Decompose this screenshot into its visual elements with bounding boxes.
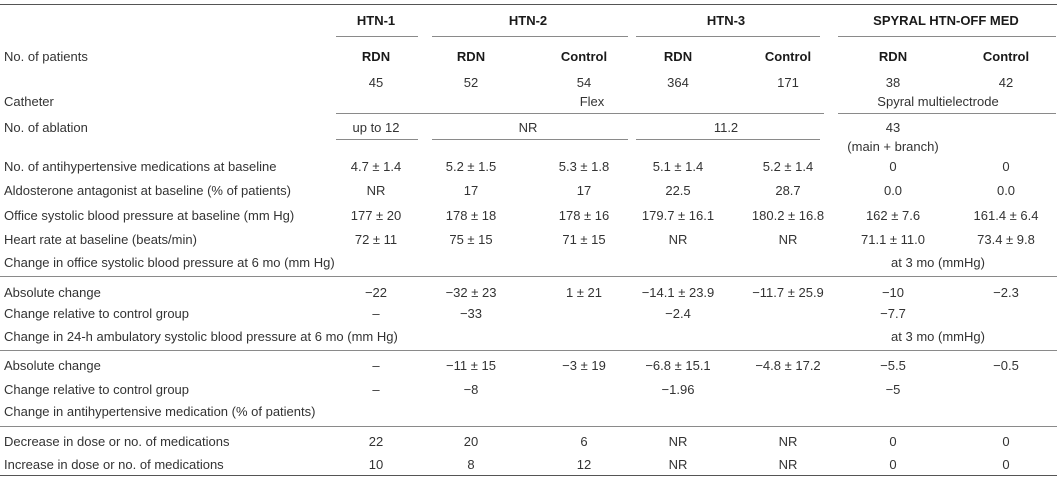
cell: −10	[881, 285, 905, 300]
cell: 0	[889, 434, 897, 449]
row-label-absolute-change: Absolute change	[4, 285, 101, 300]
group-header-htn1: HTN-1	[356, 13, 396, 28]
row-label-relative-change: Change relative to control group	[4, 382, 190, 397]
cell: −32 ± 23	[445, 285, 497, 300]
cell: 0	[1002, 159, 1010, 174]
cell: –	[372, 306, 380, 321]
section-note-office: at 3 mo (mmHg)	[891, 255, 985, 270]
row-label-office-sbp: Office systolic blood pressure at baseline (mm Hg)	[4, 208, 295, 223]
cell: –	[372, 358, 380, 373]
cell: 17	[463, 183, 479, 198]
cell: NR	[366, 183, 386, 198]
section-rule	[0, 426, 1057, 427]
row-label-decrease: Decrease in dose or no. of medications	[4, 434, 230, 449]
cell: 28.7	[775, 183, 801, 198]
cell: 17	[576, 183, 592, 198]
cell: 75 ± 15	[449, 232, 493, 247]
ablation-underline-htn3	[636, 139, 820, 140]
cell: 0.0	[996, 183, 1016, 198]
cell: −11 ± 15	[446, 358, 496, 373]
cell: −33	[459, 306, 483, 321]
ablation-spyral: 43	[885, 120, 901, 135]
cell: 161.4 ± 6.4	[973, 208, 1039, 223]
cell: 162 ± 7.6	[865, 208, 921, 223]
group-underline-htn1	[336, 36, 418, 37]
cell: 0.0	[883, 183, 903, 198]
cell: 180.2 ± 16.8	[751, 208, 825, 223]
cell: 0	[1002, 434, 1010, 449]
cell: 179.7 ± 16.1	[641, 208, 715, 223]
patient-count: 54	[576, 75, 592, 90]
cell: −5.5	[880, 358, 906, 373]
row-label-aldosterone: Aldosterone antagonist at baseline (% of patients)	[4, 183, 291, 198]
cell: 72 ± 11	[354, 232, 398, 247]
cell: 0	[889, 159, 897, 174]
cell: −5	[885, 382, 901, 397]
ablation-spyral-note: (main + branch)	[847, 139, 939, 154]
catheter-flex: Flex	[579, 94, 605, 109]
cell: −2.4	[665, 306, 691, 321]
cell: 0	[889, 457, 897, 472]
table-top-rule	[0, 4, 1057, 5]
cell: −0.5	[993, 358, 1019, 373]
ablation-htn1: up to 12	[352, 120, 400, 135]
patient-count: 42	[998, 75, 1014, 90]
patient-count: 38	[885, 75, 901, 90]
ablation-underline-htn1	[336, 139, 418, 140]
cell: NR	[778, 457, 798, 472]
cell: −22	[364, 285, 388, 300]
cell: 178 ± 18	[445, 208, 497, 223]
arm-header: RDN	[663, 49, 693, 64]
section-note-ambulatory: at 3 mo (mmHg)	[891, 329, 985, 344]
cell: 178 ± 16	[558, 208, 610, 223]
cell: 5.2 ± 1.4	[762, 159, 814, 174]
patient-count: 171	[777, 75, 799, 90]
cell: −3 ± 19	[562, 358, 606, 373]
group-header-spyral: SPYRAL HTN-OFF MED	[873, 13, 1019, 28]
group-underline-spyral	[838, 36, 1056, 37]
cell: 5.3 ± 1.8	[558, 159, 610, 174]
cell: 0	[1002, 457, 1010, 472]
table-bottom-rule	[0, 475, 1057, 476]
cell: 12	[576, 457, 592, 472]
cell: 20	[463, 434, 479, 449]
ablation-underline-htn2	[432, 139, 628, 140]
cell: 22	[368, 434, 384, 449]
ablation-htn3: 11.2	[713, 120, 739, 135]
section-title-office-change: Change in office systolic blood pressure at 6 mo (mm Hg)	[4, 255, 335, 270]
patient-count: 52	[463, 75, 479, 90]
cell: 10	[368, 457, 384, 472]
cell: −4.8 ± 17.2	[755, 358, 821, 373]
cell: 5.2 ± 1.5	[445, 159, 497, 174]
row-label-patients: No. of patients	[4, 49, 88, 64]
arm-header: RDN	[878, 49, 908, 64]
catheter-underline-spyral	[838, 113, 1056, 114]
cell: 73.4 ± 9.8	[977, 232, 1035, 247]
arm-header: Control	[764, 49, 812, 64]
arm-header: Control	[982, 49, 1030, 64]
cell: 5.1 ± 1.4	[652, 159, 704, 174]
section-title-ambulatory-change: Change in 24-h ambulatory systolic blood pressure at 6 mo (mm Hg)	[4, 329, 398, 344]
cell: −6.8 ± 15.1	[645, 358, 711, 373]
arm-header: RDN	[361, 49, 391, 64]
section-rule	[0, 350, 1057, 351]
patient-count: 364	[667, 75, 689, 90]
row-label-increase: Increase in dose or no. of medications	[4, 457, 224, 472]
cell: NR	[668, 232, 688, 247]
cell: −11.7 ± 25.9	[752, 285, 824, 300]
row-label-relative-change: Change relative to control group	[4, 306, 190, 321]
cell: NR	[778, 434, 798, 449]
row-label-ablation: No. of ablation	[4, 120, 88, 135]
row-label-medications: No. of antihypertensive medications at baseline	[4, 159, 277, 174]
group-header-htn2: HTN-2	[508, 13, 548, 28]
arm-header: RDN	[456, 49, 486, 64]
cell: 8	[467, 457, 475, 472]
cell: 71 ± 15	[562, 232, 606, 247]
catheter-underline-flex	[336, 113, 824, 114]
cell: −1.96	[661, 382, 695, 397]
patient-count: 45	[368, 75, 384, 90]
ablation-htn2: NR	[518, 120, 538, 135]
row-label-absolute-change: Absolute change	[4, 358, 101, 373]
section-title-medication-change: Change in antihypertensive medication (% of patients)	[4, 404, 316, 419]
cell: –	[372, 382, 380, 397]
cell: NR	[668, 434, 688, 449]
cell: 22.5	[665, 183, 691, 198]
group-header-htn3: HTN-3	[706, 13, 746, 28]
row-label-catheter: Catheter	[4, 94, 54, 109]
group-underline-htn3	[636, 36, 820, 37]
cell: −7.7	[880, 306, 906, 321]
cell: −2.3	[993, 285, 1019, 300]
arm-header: Control	[560, 49, 608, 64]
cell: NR	[778, 232, 798, 247]
cell: 71.1 ± 11.0	[861, 232, 925, 247]
cell: 1 ± 21	[565, 285, 603, 300]
cell: −8	[463, 382, 479, 397]
group-underline-htn2	[432, 36, 628, 37]
cell: −14.1 ± 23.9	[641, 285, 715, 300]
catheter-spyral: Spyral multielectrode	[877, 94, 999, 109]
cell: NR	[668, 457, 688, 472]
row-label-heart-rate: Heart rate at baseline (beats/min)	[4, 232, 197, 247]
cell: 177 ± 20	[350, 208, 402, 223]
cell: 6	[580, 434, 588, 449]
section-rule	[0, 276, 1057, 277]
cell: 4.7 ± 1.4	[350, 159, 402, 174]
